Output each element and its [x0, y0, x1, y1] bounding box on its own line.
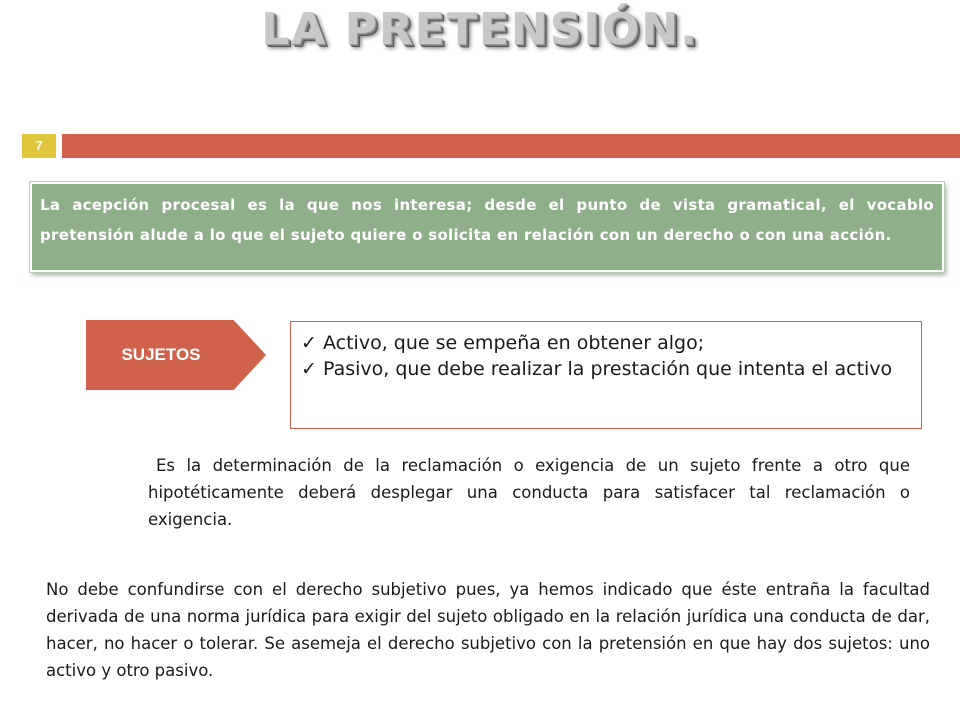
subject-item-active: [301, 330, 911, 356]
sujetos-label: SUJETOS: [121, 345, 201, 364]
checkmark-icon: ✓: [301, 332, 317, 354]
subject-item-passive-text: Pasivo, que debe realizar la prestación que intenta el activo: [323, 358, 893, 380]
definition-box: [30, 182, 944, 272]
subject-item-active-text: Activo, que se empeña en obtener algo;: [323, 332, 705, 354]
distinction-paragraph: No debe confundirse con el derecho subjetivo pues, ya hemos indicado que éste entraña la facultad derivada de una norma jurídica para exigir del sujeto obligado en la relación jurídica una conducta de dar, hacer, no hacer o tolerar. Se asemeja el derecho subjetivo con la pretensión en que hay dos sujetos: uno activo y otro pasivo.: [46, 580, 930, 680]
page-number-badge: 7: [22, 134, 56, 158]
definition-paragraph: Es la determinación de la reclamación o exigencia de un sujeto frente a otro que hipotéticamente deberá desplegar una conducta para satisfacer tal reclamación o exigencia.: [148, 456, 910, 529]
subjects-list-box: [290, 321, 922, 429]
header-bar: [62, 134, 960, 158]
subject-item-passive: [301, 356, 911, 382]
slide-title: LA PRETENSIÓN.: [261, 4, 699, 55]
definition-text: La acepción procesal es la que nos interesa; desde el punto de vista gramatical, el vocablo pretensión alude a lo que el sujeto quiere o solicita en relación con un derecho o con una acción.: [40, 196, 934, 244]
checkmark-icon: ✓: [301, 358, 317, 380]
